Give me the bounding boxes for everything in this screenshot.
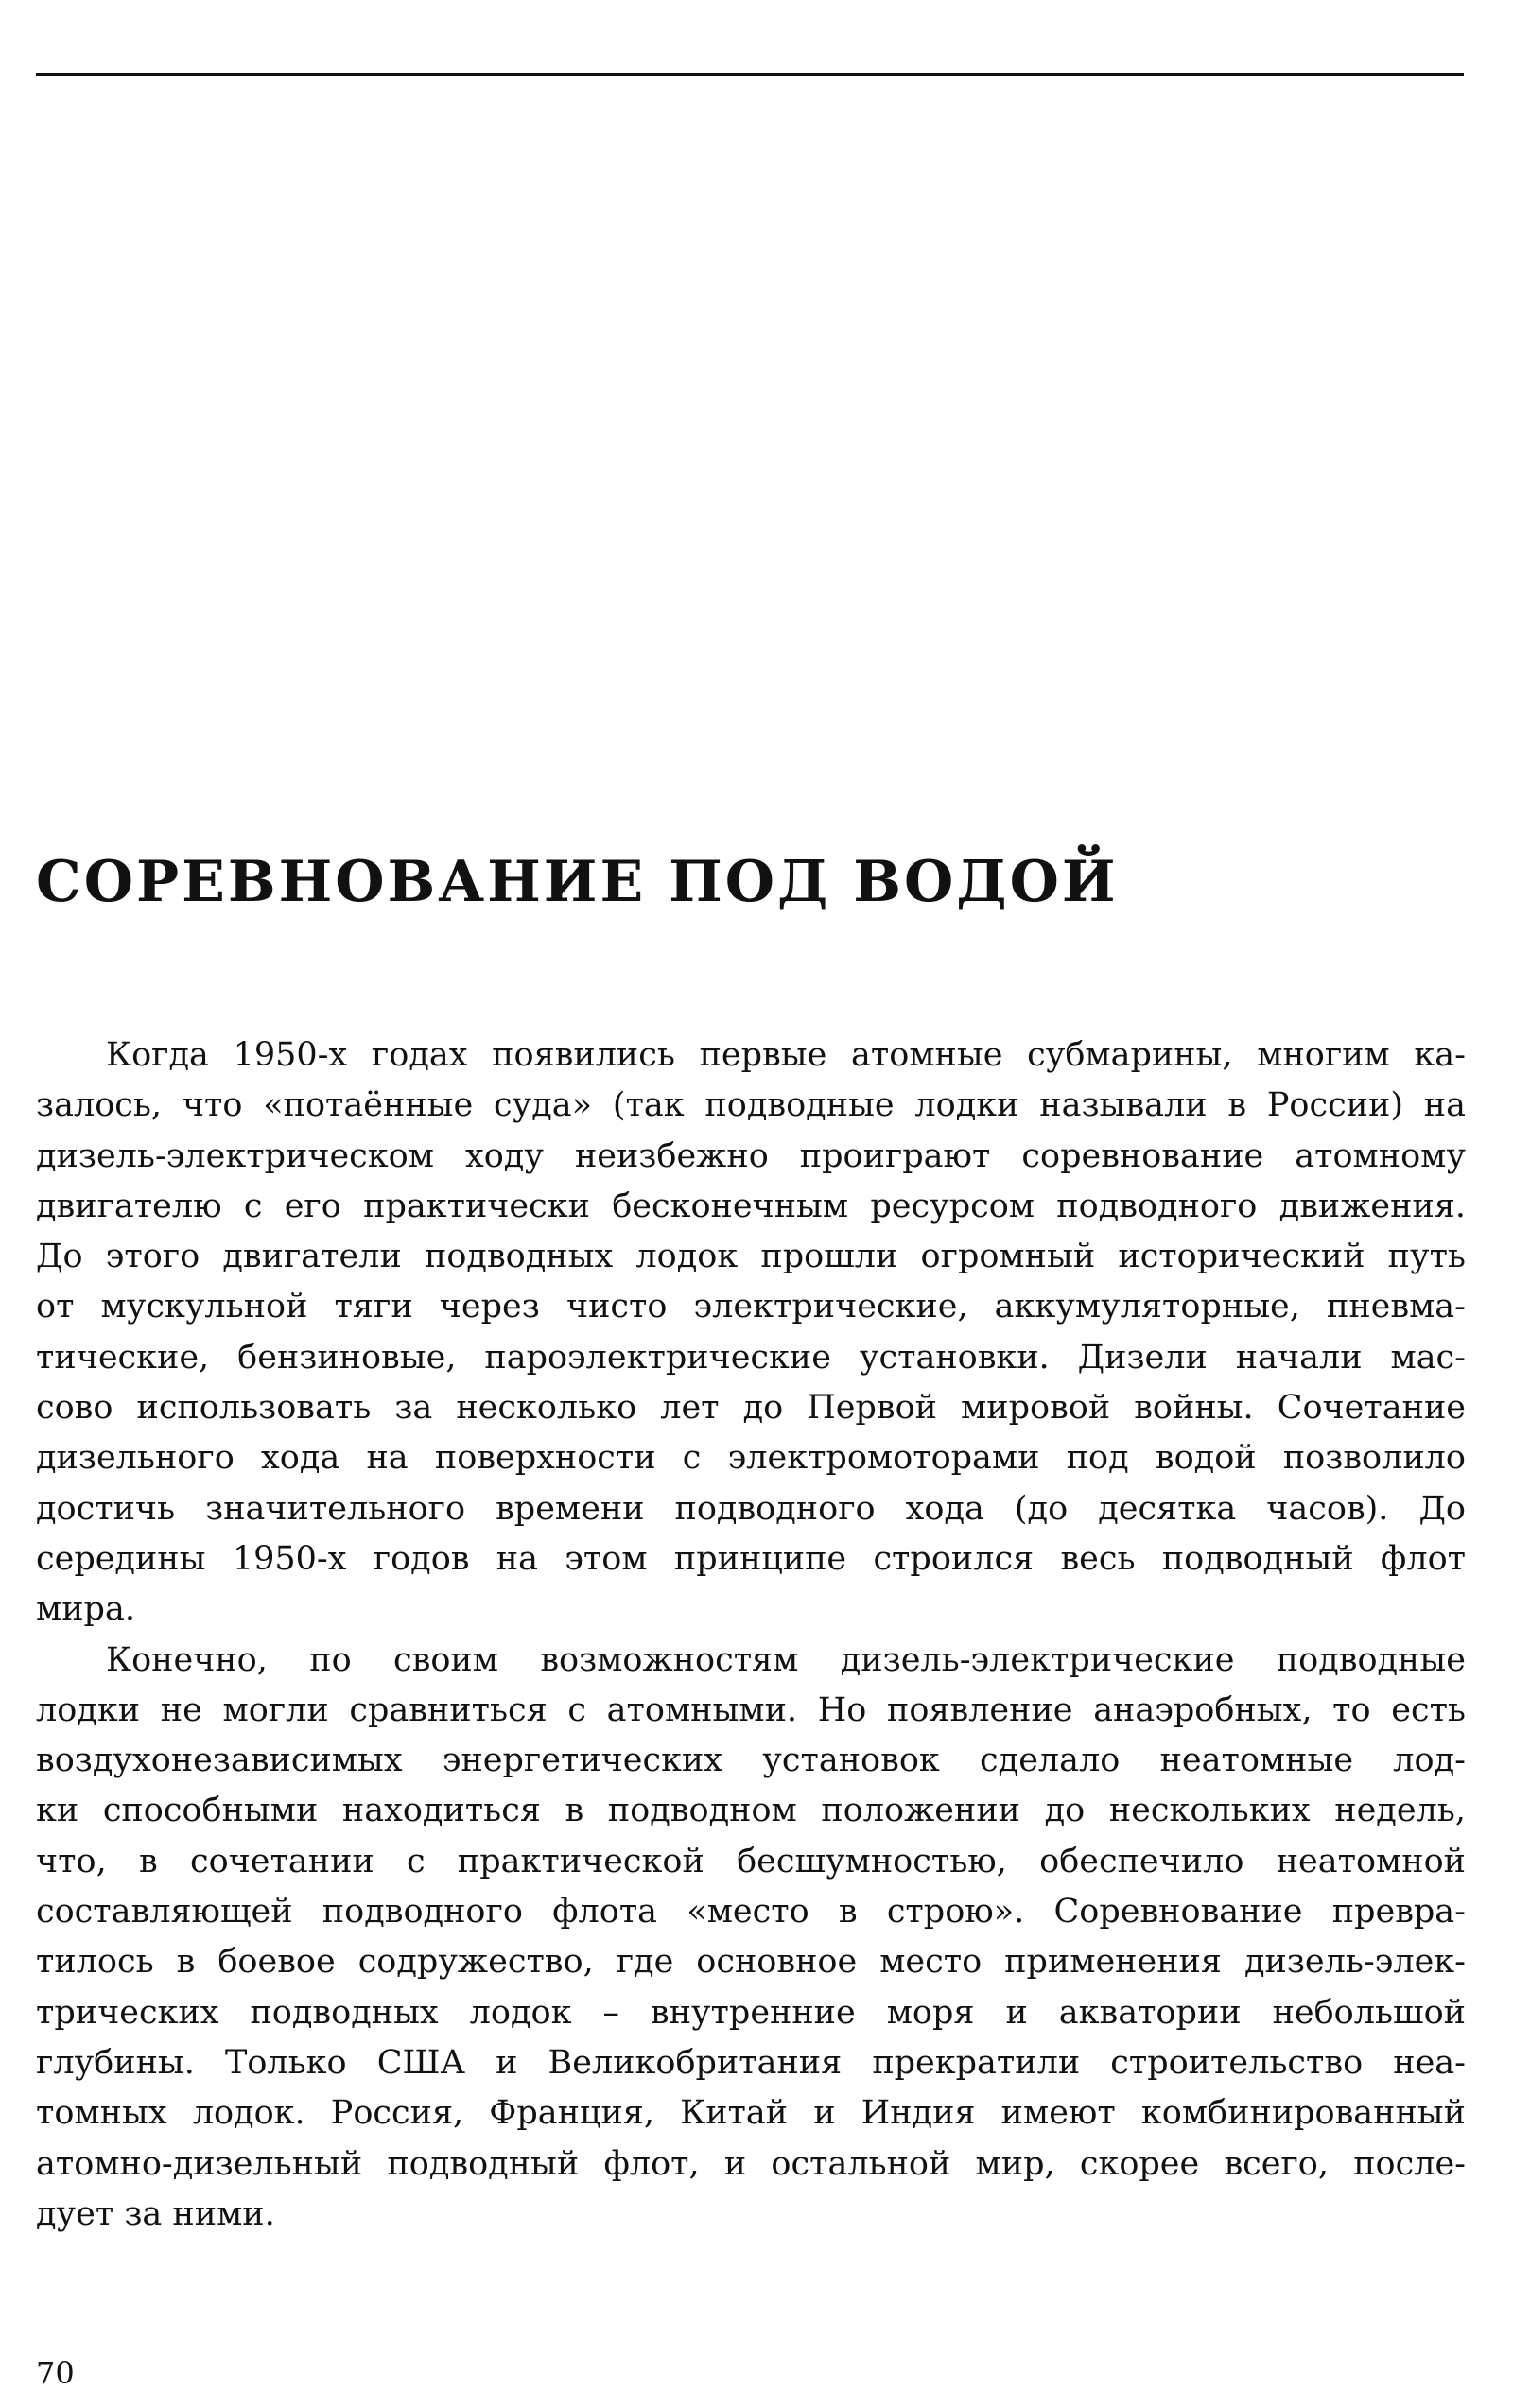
paragraph-line: составляющей подводного флота «место в строю». Соревнование превра- xyxy=(36,1893,1466,1932)
paragraph-line: дует за ними. xyxy=(36,2194,275,2233)
paragraph-line: томных лодок. Россия, Франция, Китай и Индия имеют комбинированный xyxy=(36,2094,1466,2133)
top-rule xyxy=(36,73,1464,76)
body-text xyxy=(36,1031,1466,2240)
paragraph-line: сово использовать за несколько лет до Первой мировой войны. Сочетание xyxy=(36,1389,1466,1428)
paragraph-line: глубины. Только США и Великобритания прекратили строительство неа- xyxy=(36,2043,1466,2082)
paragraph-line: достичь значительного времени подводного хода (до десятка часов). До xyxy=(36,1489,1466,1528)
paragraph-2 xyxy=(36,1636,1466,2241)
paragraph-line: Когда 1950-х годах появились первые атомные субмарины, многим ка- xyxy=(106,1036,1466,1074)
paragraph-line: дизельного хода на поверхности с электромоторами под водой позволило xyxy=(36,1439,1466,1478)
paragraph-line: от мускульной тяги через чисто электрические, аккумуляторные, пневма- xyxy=(36,1288,1466,1326)
paragraph-line: атомно-дизельный подводный флот, и остальной мир, скорее всего, после- xyxy=(36,2144,1466,2183)
paragraph-line: залось, что «потаённые суда» (так подводные лодки называли в России) на xyxy=(36,1086,1466,1125)
paragraph-line: До этого двигатели подводных лодок прошли огромный исторический путь xyxy=(36,1238,1466,1276)
paragraph-line: мира. xyxy=(36,1590,135,1629)
paragraph-line: лодки не могли сравниться с атомными. Но появление анаэробных, то есть xyxy=(36,1690,1466,1729)
paragraph-line: середины 1950-х годов на этом принципе строился весь подводный флот xyxy=(36,1539,1466,1578)
paragraph-line: двигателю с его практически бесконечным ресурсом подводного движения. xyxy=(36,1187,1466,1225)
paragraph-1 xyxy=(36,1031,1466,1636)
paragraph-line: Конечно, по своим возможностям дизель-электрические подводные xyxy=(106,1640,1466,1679)
paragraph-line: ки способными находиться в подводном положении до нескольких недель, xyxy=(36,1792,1466,1830)
paragraph-line: что, в сочетании с практической бесшумностью, обеспечило неатомной xyxy=(36,1842,1466,1880)
chapter-title: СОРЕВНОВАНИЕ ПОД ВОДОЙ xyxy=(36,849,1119,915)
paragraph-line: тические, бензиновые, пароэлектрические установки. Дизели начали мас- xyxy=(36,1338,1466,1377)
paragraph-line: трических подводных лодок – внутренние моря и акватории небольшой xyxy=(36,1993,1466,2032)
paragraph-line: дизель-электрическом ходу неизбежно проиграют соревнование атомному xyxy=(36,1136,1466,1175)
paragraph-line: тилось в боевое содружество, где основное место применения дизель-элек- xyxy=(36,1943,1466,1982)
paragraph-line: воздухонезависимых энергетических установок сделало неатомные лод- xyxy=(36,1741,1466,1780)
page-number: 70 xyxy=(36,2355,75,2391)
